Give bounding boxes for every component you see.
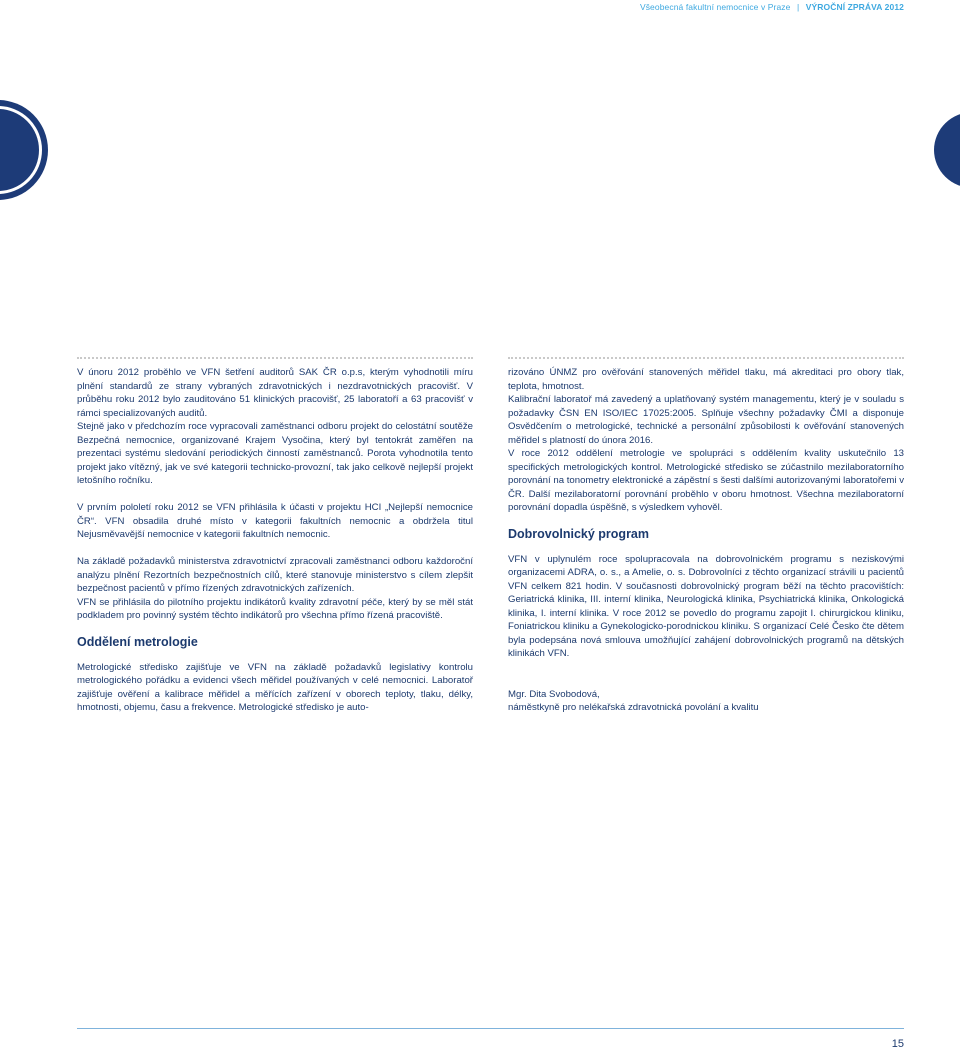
signature-name: Mgr. Dita Svobodová, [508,688,600,700]
heading-metrology: Oddělení metrologie [77,634,198,649]
footer-rule [77,1028,904,1029]
dotted-divider-right [508,357,904,359]
left-column [77,366,473,715]
header-separator: | [796,2,800,12]
paragraph-quality-indicators: VFN se přihlásila do pilotního projektu indikátorů kvality zdravotní péče, který by se měl stát podkladem pro povinný systém těchto indikátorů pro všechna přímo řízená pracoviště. [77,596,473,621]
paragraph-calibration-lab: Kalibrační laboratoř má zavedený a uplatňovaný systém managementu, který je v souladu s požadavky ČSN EN ISO/IEC 17025:2005. Splňuje všechny požadavky ČMI a disponuje Osvědčením o metrologické, technické a personální způsobilosti k ověřování stanovených měřidel s platností do února 2016. [508,394,904,446]
signature-title: náměstkyně pro nelékařská zdravotnická povolání a kvalitu [508,702,759,713]
page-number: 15 [891,1038,904,1050]
header-org: Všeobecná fakultní nemocnice v Praze [639,2,791,12]
paragraph-audit: V únoru 2012 proběhlo ve VFN šetření auditorů SAK ČR o.p.s, kterým vyhodnotili míru plnění standardů ze strany vybraných zdravotnických i nezdravotnických pracovišť. V průběhu roku 2012 bylo zauditováno 51 klinických pracovišť, 25 laboratoří a 63 pracovišť v rámci specializovaných auditů. [77,367,473,419]
dotted-divider-left [77,357,473,359]
paragraph-safe-hospital: Stejně jako v předchozím roce vypracovali zaměstnanci odboru projekt do celostátní soutěže Bezpečná nemocnice, organizované Krajem Vysočina, který byl tentokrát zaměřen na prezentaci systému sledování periodických činností zaměstnanců. Porota vyhodnotila tento projekt jako vítězný, jak ve své kategorii technicko-provozní, tak jako celkově nejlepší projekt letošního ročníku. [77,421,473,486]
paragraph-hci-project: V prvním pololetí roku 2012 se VFN přihlásila k účasti v projektu HCI „Nejlepší nemocnice ČR“. VFN obsadila druhé místo v kategorii fakultních nemocnic a obdržela titul Nejusměvavější nemocnice v kategorii fakultních nemocnic. [77,502,473,540]
paragraph-metrology: Metrologické středisko zajišťuje ve VFN na základě požadavků legislativy kontrolu metrologického pořádku a evidenci všech měřidel používaných v celé nemocnici. Laboratoř zajišťuje ověření a kalibrace měřidel a měřících zařízení v oborech teploty, tlaku, délky, hmotnosti, objemu, času a frekvence. Metrologické středisko je auto- [77,661,473,713]
paragraph-metrology-controls: V roce 2012 oddělení metrologie ve spolupráci s oddělením kvality uskutečnilo 13 specifických metrologických kontrol. Metrologické středisko se zúčastnilo mezilaboratorního porovnání na tonometry elektronické a zápěstní s šesti dalšími autorizovanými laboratořemi v ČR. Další mezilaboratorní porovnání proběhlo v oboru hmotnost. Všechna mezilaboratorní porovnání dopadla úspěšně, s výsledkem vyhověl. [508,448,904,513]
paragraph-volunteer: VFN v uplynulém roce spolupracovala na dobrovolnickém programu s neziskovými organizacemi ADRA, o. s., a Amelie, o. s. Dobrovolníci z těchto organizací strávili u pacientů VFN celkem 821 hodin. V současnosti dobrovolnický program běží na těchto pracovištích: Geriatrická klinika, III. interní klinika, Neurologická klinika, Psychiatrická klinika, Onkologická klinika, I. interní klinika. V roce 2012 se povedlo do programu zapojit I. chirurgickou kliniku, Foniatrickou kliniku a Gynekologicko-porodnickou kliniku. S organizací Celé Česko čte dětem byla podepsána nová smlouva umožňující zahájení dobrovolnických programů na dětských klinikách VFN. [508,553,904,659]
paragraph-safety-goals: Na základě požadavků ministerstva zdravotnictví zpracovali zaměstnanci odboru každoroční analýzu plnění Rezortních bezpečnostních cílů, které stanovuje ministerstvo s cílem zlepšit bezpečnost pacientů v přímo řízených zdravotnických zařízeních. [77,556,473,594]
paragraph-metrology-cont: rizováno ÚNMZ pro ověřování stanovených měřidel tlaku, má akreditaci pro obory tlak, teplota, hmotnost. [508,367,904,392]
decorative-circle-right [934,112,960,188]
header-report-title: VÝROČNÍ ZPRÁVA 2012 [805,2,904,12]
running-header [640,2,904,12]
right-column [508,366,904,715]
heading-volunteer-program: Dobrovolnický program [508,526,649,541]
